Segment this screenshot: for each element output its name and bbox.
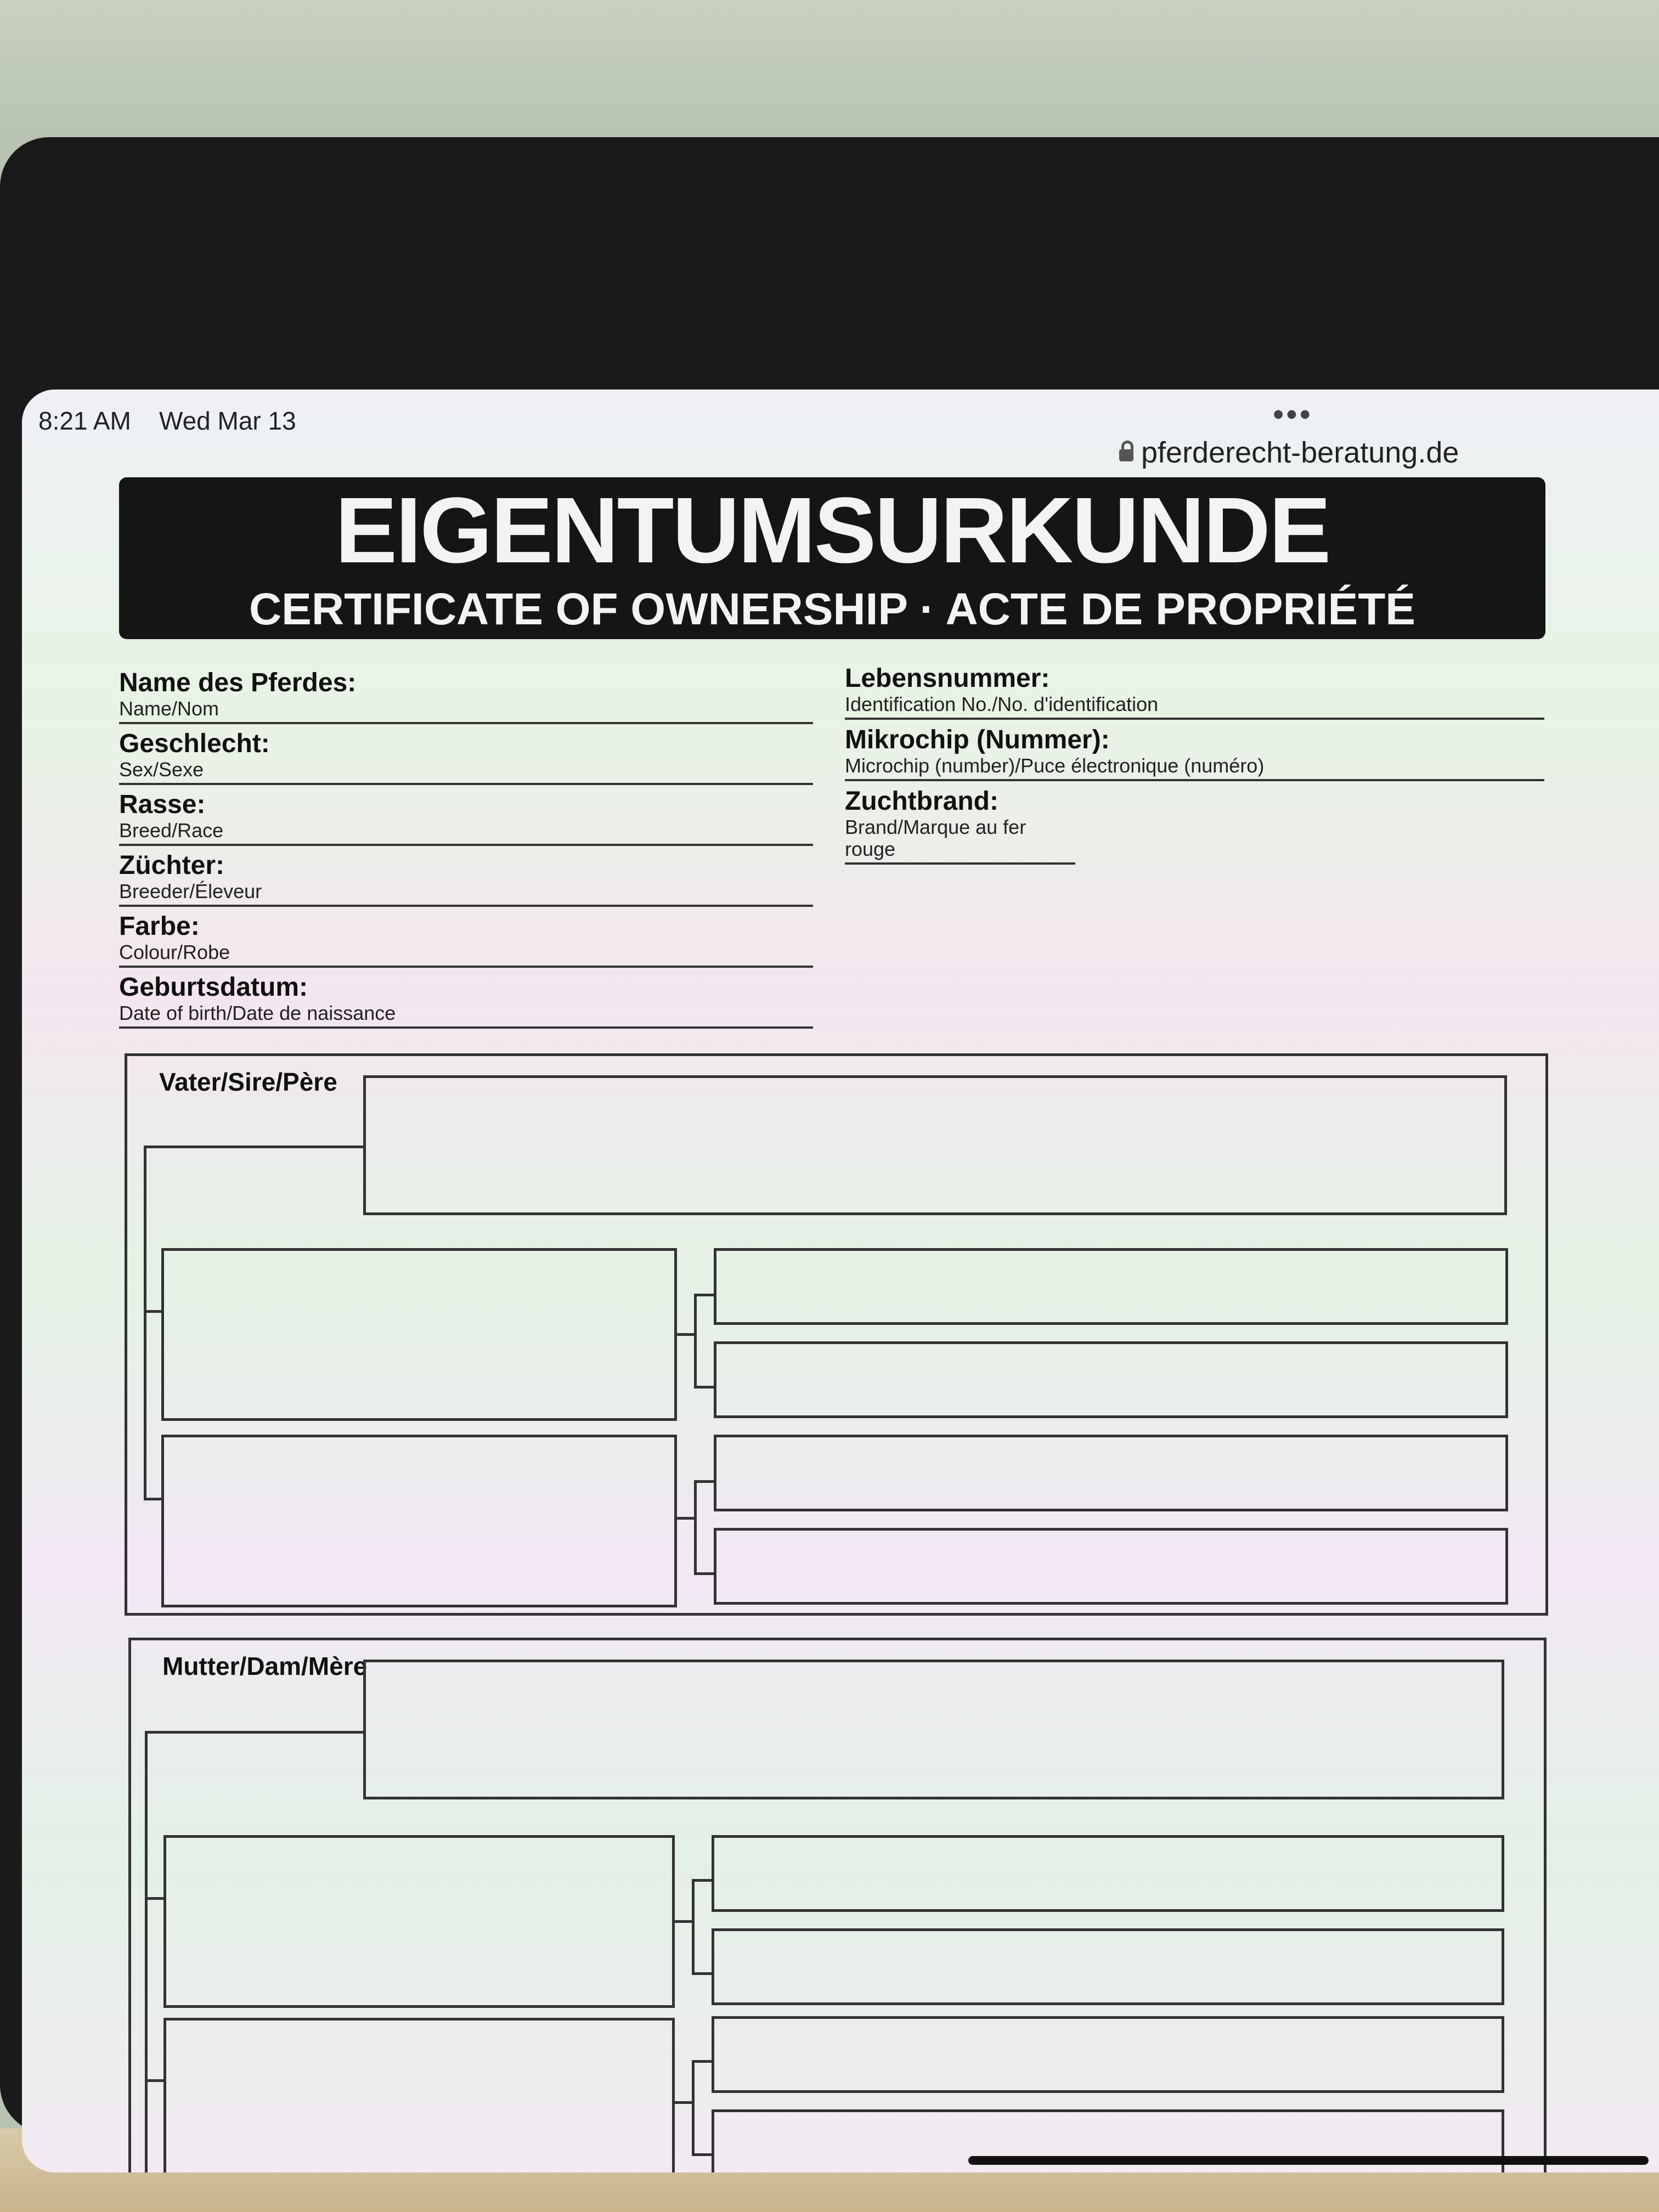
field-breeder[interactable] bbox=[119, 851, 813, 907]
dam-label: Mutter/Dam/Mère bbox=[162, 1652, 368, 1680]
bracket-line bbox=[675, 1333, 697, 1336]
field-sublabel: Breed/Race bbox=[119, 819, 224, 842]
field-label: Züchter: bbox=[119, 851, 224, 880]
field-sublabel: Identification No./No. d'identification bbox=[845, 693, 1159, 715]
field-horse-name[interactable] bbox=[119, 668, 813, 724]
tablet-frame bbox=[0, 137, 1659, 2134]
pedigree-box[interactable] bbox=[714, 1435, 1508, 1511]
bracket-line bbox=[694, 1480, 714, 1483]
field-breed[interactable] bbox=[119, 790, 813, 846]
dam-name-box[interactable] bbox=[363, 1660, 1504, 1799]
field-sublabel: Breeder/Éleveur bbox=[119, 880, 262, 902]
field-date-of-birth[interactable] bbox=[119, 973, 813, 1029]
bracket-line bbox=[673, 1920, 695, 1923]
field-label: Mikrochip (Nummer): bbox=[845, 725, 1110, 754]
bracket-line bbox=[692, 1972, 712, 1975]
bracket-line bbox=[144, 1146, 146, 1499]
sire-granddam-box[interactable] bbox=[161, 1435, 677, 1607]
field-label: Farbe: bbox=[119, 912, 200, 941]
bracket-line bbox=[692, 2060, 695, 2156]
background-surface bbox=[0, 0, 1659, 143]
field-sublabel: Colour/Robe bbox=[119, 941, 230, 963]
pedigree-box[interactable] bbox=[712, 1835, 1504, 1912]
bracket-line bbox=[692, 1879, 695, 1975]
field-label: Name des Pferdes: bbox=[119, 668, 357, 697]
field-sex[interactable] bbox=[119, 729, 813, 785]
bracket-line bbox=[675, 1517, 697, 1520]
field-brand[interactable] bbox=[845, 787, 1075, 865]
bracket-line bbox=[145, 1897, 163, 1900]
bracket-line bbox=[144, 1498, 161, 1500]
bracket-line bbox=[694, 1480, 697, 1575]
bracket-line bbox=[694, 1572, 714, 1575]
field-sublabel: Name/Nom bbox=[119, 697, 219, 720]
field-label: Zuchtbrand: bbox=[845, 787, 998, 816]
pedigree-box[interactable] bbox=[714, 1248, 1508, 1325]
field-label: Geburtsdatum: bbox=[119, 973, 308, 1002]
address-bar[interactable] bbox=[1119, 433, 1459, 472]
field-sublabel: Microchip (number)/Puce électronique (numéro) bbox=[845, 754, 1265, 777]
pedigree-box[interactable] bbox=[714, 1341, 1508, 1418]
field-sublabel: Brand/Marque au fer rouge bbox=[845, 816, 1026, 860]
field-identification-number[interactable] bbox=[845, 664, 1544, 720]
document-page bbox=[22, 477, 1659, 2172]
page-title: EIGENTUMSURKUNDE bbox=[335, 478, 1330, 583]
bracket-line bbox=[692, 1879, 712, 1882]
lock-icon bbox=[1119, 449, 1133, 461]
bracket-line bbox=[692, 2060, 712, 2063]
pedigree-box[interactable] bbox=[712, 2016, 1504, 2093]
field-microchip[interactable] bbox=[845, 725, 1544, 781]
bracket-line bbox=[694, 1386, 714, 1389]
bracket-line bbox=[694, 1294, 697, 1389]
field-sublabel: Sex/Sexe bbox=[119, 758, 204, 781]
bracket-line bbox=[145, 2079, 163, 2082]
bracket-line bbox=[144, 1310, 161, 1313]
url-text[interactable]: pferderecht-beratung.de bbox=[1141, 436, 1459, 469]
bracket-line bbox=[145, 1731, 148, 2172]
field-label: Rasse: bbox=[119, 790, 206, 819]
pedigree-box[interactable] bbox=[714, 1528, 1508, 1605]
more-options-icon[interactable]: ••• bbox=[1273, 397, 1313, 432]
dam-grandsire-box[interactable] bbox=[163, 1835, 675, 2008]
bracket-line bbox=[145, 1731, 363, 1734]
bracket-line bbox=[144, 1146, 363, 1148]
field-label: Lebensnummer: bbox=[845, 664, 1050, 693]
pedigree-box[interactable] bbox=[712, 1928, 1504, 2005]
field-colour[interactable] bbox=[119, 912, 813, 968]
field-label: Geschlecht: bbox=[119, 729, 270, 758]
status-date: Wed Mar 13 bbox=[159, 407, 296, 435]
title-banner bbox=[119, 477, 1545, 639]
field-sublabel: Date of birth/Date de naissance bbox=[119, 1002, 396, 1024]
home-indicator[interactable] bbox=[968, 2156, 1649, 2165]
sire-grandsire-box[interactable] bbox=[161, 1248, 677, 1421]
sire-label: Vater/Sire/Père bbox=[159, 1068, 337, 1096]
status-time: 8:21 AM bbox=[38, 407, 131, 435]
page-subtitle: CERTIFICATE OF OWNERSHIP · ACTE DE PROPRIÉTÉ bbox=[249, 584, 1416, 634]
bracket-line bbox=[673, 2101, 695, 2104]
dam-granddam-box[interactable] bbox=[163, 2018, 675, 2172]
bracket-line bbox=[694, 1294, 714, 1296]
status-bar bbox=[22, 390, 1659, 469]
tablet-screen bbox=[22, 390, 1659, 2172]
sire-name-box[interactable] bbox=[363, 1075, 1507, 1215]
bracket-line bbox=[692, 2153, 712, 2156]
